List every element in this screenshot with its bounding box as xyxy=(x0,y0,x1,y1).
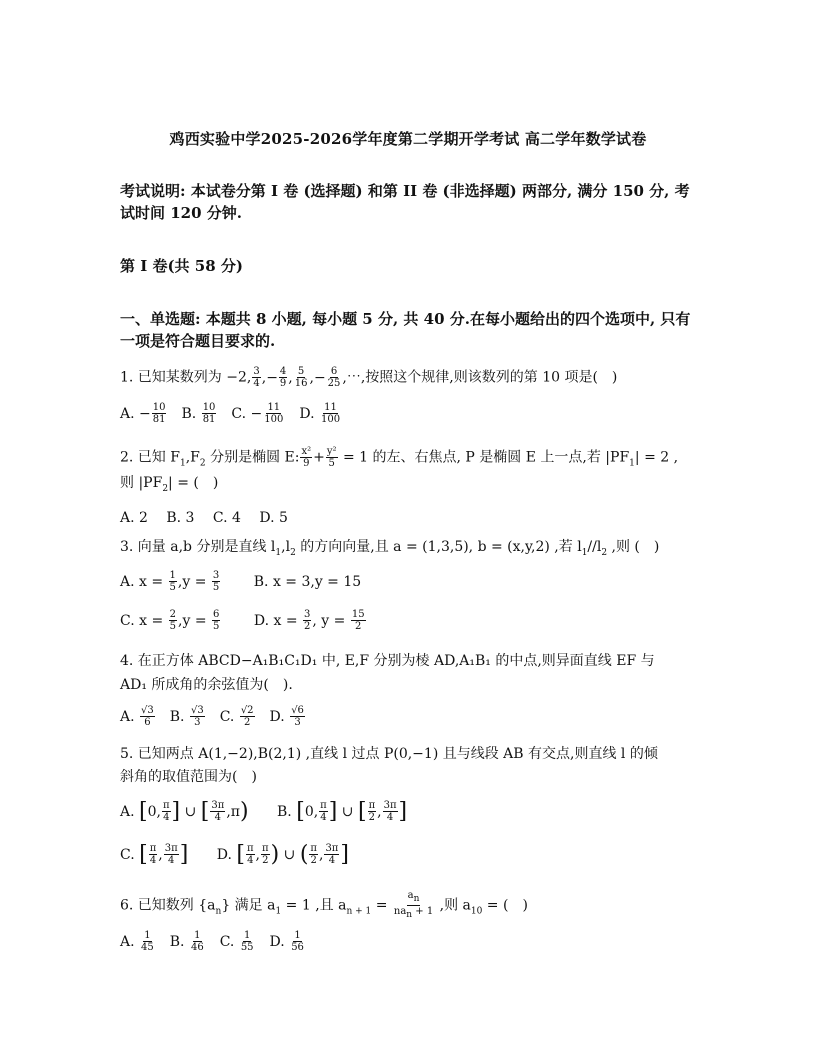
q3-option-b: B. x = 3,y = 15 xyxy=(253,573,362,590)
q3-text-a: 3. 向量 a,b 分别是直线 l xyxy=(120,539,276,555)
q6-option-a: A. $\frac{1}{45}$ xyxy=(120,930,154,953)
q1-option-frac: $\frac{10}{81}$ xyxy=(202,402,216,425)
q6-text-c: = 1 ,且 a xyxy=(281,897,347,914)
q1-prefix: 1. 已知某数列为 −2, xyxy=(120,369,252,386)
q6-option-b: B. $\frac{1}{46}$ xyxy=(169,930,204,953)
q1-sequence-terms: $\frac{3}{4}$ ,− $\frac{4}{9}$ , $\frac{5}{16}$ ,− $\frac{6}{25}$ , xyxy=(253,366,347,389)
q1-option-frac: $\frac{11}{100}$ xyxy=(264,402,284,425)
question-1 xyxy=(120,366,720,389)
q4-option-d: D. $\frac{√6}{3}$ xyxy=(269,705,304,728)
q1-suffix: ,按照这个规律,则该数列的第 10 项是( ) xyxy=(360,369,618,386)
section-line2: 一项是符合题目要求的. xyxy=(120,332,276,350)
section-line1: 一、单选题: 本题共 8 小题, 每小题 5 分, 共 40 分.在每小题给出的四个选项中, 只有 xyxy=(120,310,691,328)
q6-option-frac: $\frac{1}{46}$ xyxy=(190,930,204,953)
q4-option-frac: $\frac{√3}{3}$ xyxy=(190,705,204,728)
section-heading xyxy=(120,308,705,352)
question-6: 6. 已知数列 $\{a_n\}$ 满足 $a_1 = 1$ ,且 $a_{n + 1}$ = $\frac{a_n}{na_n + 1}$ ,则 $a_{10}$ = ( ) xyxy=(120,890,528,920)
q4-option-frac: $\frac{√2}{2}$ xyxy=(240,705,254,728)
q4-option-c: C. $\frac{√2}{2}$ xyxy=(219,705,254,728)
q1-option-d: D. $\frac{11}{100}$ xyxy=(299,402,341,425)
q6-option-frac: $\frac{1}{45}$ xyxy=(141,930,154,953)
question-4-line1: 4. 在正方体 ABCD−A₁B₁C₁D₁ 中, E,F 分别为棱 AD,A₁B₁ 的中点,则异面直线 EF 与 xyxy=(120,653,655,669)
q5-option-c: C. [ $\frac{\pi}{4}$ , $\frac{3\pi}{4}$ ] xyxy=(120,841,189,867)
q1-ellipsis: ⋯ xyxy=(346,369,361,386)
q2-frac-x: $\frac{\text{x²}}{9}$ xyxy=(301,446,312,469)
q6-text-b: } 满足 a xyxy=(221,897,276,914)
q6-recurrence-frac: $\frac{a_n}{na_n + 1}$ xyxy=(393,890,434,920)
q5-options-row2 xyxy=(120,843,363,866)
q5-option-b: B. [ 0, $\frac{\pi}{4}$ ] ∪ [ $\frac{\pi}{2}$ , $\frac{3\pi}{4}$ ] xyxy=(277,798,408,824)
q2-options: A. 2 B. 3 C. 4 D. 5 xyxy=(120,510,288,526)
q3-option-d: D. x = $\frac{3}{2}$ , y = $\frac{15}{2}$ xyxy=(253,609,365,632)
q1-option-b: B. $\frac{10}{81}$ xyxy=(181,402,216,425)
q2-frac-y: $\frac{\text{y²}}{5}$ xyxy=(326,446,337,469)
q5-option-a: A. [ 0, $\frac{\pi}{4}$ ] ∪ [ $\frac{3\pi}{4}$ ,π ) xyxy=(120,798,249,824)
q5-options-row1 xyxy=(120,800,421,823)
q3-text-e: ,则 ( ) xyxy=(607,539,660,555)
q6-options xyxy=(120,930,320,953)
q4-options xyxy=(120,705,320,728)
q4-option-frac: $\frac{√6}{3}$ xyxy=(291,705,304,728)
q4-option-a: A. $\frac{√3}{6}$ xyxy=(120,705,154,728)
q3-text-b: ,l xyxy=(281,539,291,555)
part-heading: 第 I 卷(共 58 分) xyxy=(120,257,243,275)
q6-text-d: = xyxy=(371,897,392,914)
q1-term-1: $\frac{3}{4}$ xyxy=(253,366,260,389)
question-5-line1: 5. 已知两点 A(1,−2),B(2,1) ,直线 l 过点 P(0,−1) 且与线段 AB 有交点,则直线 l 的倾 xyxy=(120,746,658,762)
q6-option-frac: $\frac{1}{55}$ xyxy=(240,930,254,953)
q3-text-c: 的方向向量,且 a = (1,3,5), b = (x,y,2) ,若 l xyxy=(295,539,582,555)
q1-term-4: $\frac{6}{25}$ xyxy=(327,366,341,389)
q6-text-e: ,则 a xyxy=(435,897,471,914)
q6-text-a: 6. 已知数列 {a xyxy=(120,897,216,914)
q1-option-frac: $\frac{10}{81}$ xyxy=(152,402,166,425)
q1-option-frac: $\frac{11}{100}$ xyxy=(321,402,341,425)
q2-text-d: = 1 的左、右焦点, P 是椭圆 E 上一点,若 |PF xyxy=(338,449,630,466)
q3-option-c: C. x = $\frac{2}{5}$ ,y = $\frac{6}{5}$ xyxy=(120,609,220,632)
q1-term-2: $\frac{4}{9}$ xyxy=(279,366,287,389)
q2-text-e: | = 2 , xyxy=(634,449,679,466)
q2-line2-b: | = ( ) xyxy=(168,475,219,491)
q3-option-a: A. x = $\frac{1}{5}$ ,y = $\frac{3}{5}$ xyxy=(120,570,220,593)
q3-options-row1 xyxy=(120,570,375,593)
q2-text-c: 分别是椭圆 E: xyxy=(205,449,300,466)
q5-option-d: D. [ $\frac{\pi}{4}$ , $\frac{\pi}{2}$ ) ∪ ( $\frac{\pi}{2}$ , $\frac{3\pi}{4}$ ] xyxy=(216,841,349,867)
question-3: 3. 向量 a,b 分别是直线 $l_1,l_2$ 的方向向量,且 a = (1,3,5), b = (x,y,2) ,若 $l_1//l_2$ ,则 ( ) xyxy=(120,539,660,558)
question-4-line2: AD₁ 所成角的余弦值为( ). xyxy=(120,677,293,693)
exam-instructions xyxy=(120,180,705,224)
exam-note-line2: 试时间 120 分钟. xyxy=(120,204,242,222)
question-2-line2: 则 $|PF_2|$ = ( ) xyxy=(120,475,219,494)
q2-text-b: ,F xyxy=(185,449,200,466)
q1-term-3: $\frac{5}{16}$ xyxy=(294,366,308,389)
q4-option-b: B. $\frac{√3}{3}$ xyxy=(169,705,204,728)
q6-option-d: D. $\frac{1}{56}$ xyxy=(269,930,304,953)
q6-option-c: C. $\frac{1}{55}$ xyxy=(219,930,254,953)
q1-options xyxy=(120,402,356,425)
q6-option-frac: $\frac{1}{56}$ xyxy=(291,930,304,953)
q4-option-frac: $\frac{√3}{6}$ xyxy=(141,705,154,728)
q1-option-a: A. − $\frac{10}{81}$ xyxy=(120,402,166,425)
question-5-line2: 斜角的取值范围为( ) xyxy=(120,769,257,785)
q6-text-f: = ( ) xyxy=(482,897,528,914)
q3-options-row2 xyxy=(120,609,381,632)
q2-text-a: 2. 已知 F xyxy=(120,449,180,466)
page-title: 鸡西实验中学2025-2026学年度第二学期开学考试 高二学年数学试卷 xyxy=(169,130,647,148)
q3-text-d: //l xyxy=(587,539,602,555)
question-2: 2. 已知 $F_1,F_2$ 分别是椭圆 E: $\frac{\text{x²}}{9}$ + $\frac{\text{y²}}{5}$ = 1 的左、右焦点, P 是椭圆 E 上一点,若 $|PF_1| = 2$ , xyxy=(120,446,679,469)
exam-note-line1: 考试说明: 本试卷分第 I 卷 (选择题) 和第 II 卷 (非选择题) 两部分, 满分 150 分, 考 xyxy=(120,182,690,200)
q1-option-c: C. − $\frac{11}{100}$ xyxy=(231,402,284,425)
q2-line2-a: 则 |PF xyxy=(120,475,163,491)
